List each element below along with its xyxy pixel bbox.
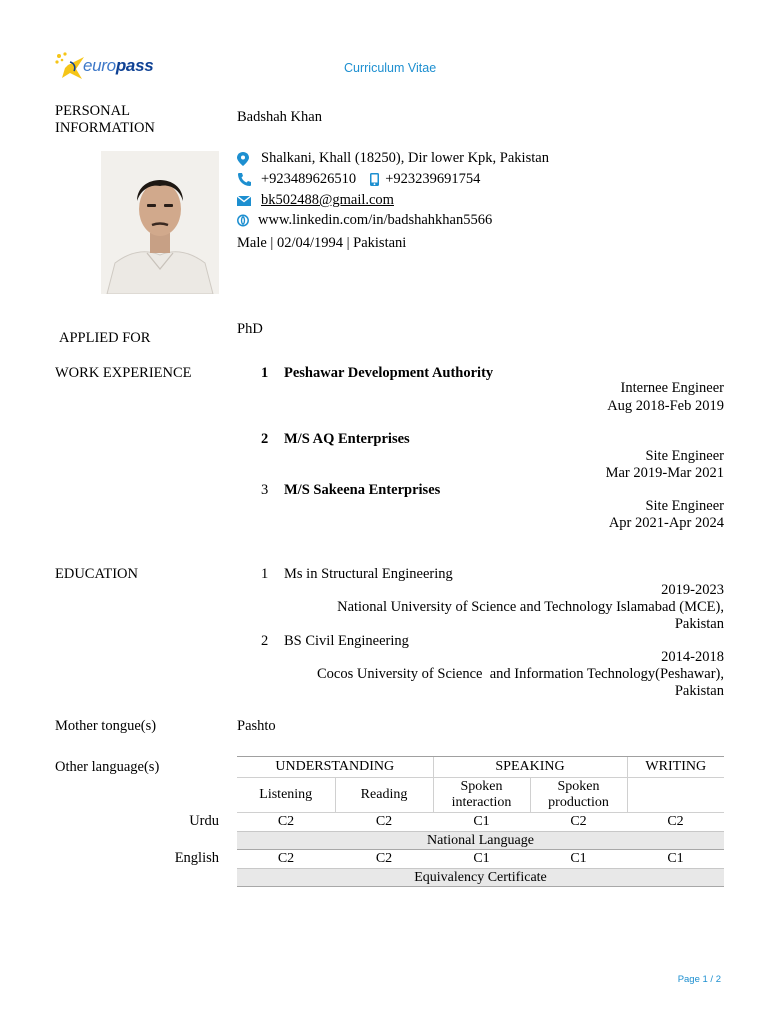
edu-item-1-period: 2019-2023 <box>661 582 724 598</box>
table-note-row <box>237 869 724 887</box>
urdu-production: C2 <box>570 814 587 829</box>
phone-line <box>237 171 480 188</box>
table-header-row <box>237 757 724 778</box>
edu-item-2-degree: BS Civil Engineering <box>284 633 409 649</box>
web-icon <box>237 214 249 227</box>
address-text: Shalkani, Khall (18250), Dir lower Kpk, Pakistan <box>261 150 549 166</box>
urdu-reading: C2 <box>375 814 393 829</box>
english-production: C1 <box>570 851 587 866</box>
mobile-icon <box>370 173 379 186</box>
education-label: EDUCATION <box>55 566 138 582</box>
work-item-2-period: Mar 2019-Mar 2021 <box>605 465 724 481</box>
location-pin-icon <box>237 152 249 166</box>
subheader-spoken-production: Spoken production <box>530 778 627 813</box>
work-item-3-company: M/S Sakeena Enterprises <box>284 482 441 498</box>
table-row <box>237 850 724 869</box>
website-line <box>237 212 492 229</box>
other-languages-label: Other language(s) <box>55 759 160 775</box>
work-item-3-role: Site Engineer <box>645 498 724 514</box>
table-subheader-row <box>237 778 724 813</box>
urdu-note: National Language <box>237 832 724 850</box>
subheader-listening: Listening <box>237 778 335 813</box>
page-number: Page 1 / 2 <box>677 974 721 985</box>
subheader-writing-blank <box>627 778 724 813</box>
table-note-row <box>237 832 724 850</box>
english-note: Equivalency Certificate <box>237 869 724 887</box>
language-name-english: English <box>174 850 219 866</box>
mother-tongue-label: Mother tongue(s) <box>55 718 157 734</box>
edu-item-1-num: 1 <box>261 566 269 582</box>
work-item-3-num: 3 <box>261 482 269 498</box>
document-title: Curriculum Vitae <box>344 61 437 75</box>
edu-item-2-institution-country: Pakistan <box>674 683 724 699</box>
work-experience-label: WORK EXPERIENCE <box>55 365 192 381</box>
logo-euro: euro <box>83 56 116 75</box>
work-item-2-company: M/S AQ Enterprises <box>284 431 410 447</box>
work-item-1-period: Aug 2018-Feb 2019 <box>607 398 724 414</box>
edu-item-2-num: 2 <box>261 633 269 649</box>
mobile-number[interactable]: +923239691754 <box>385 171 481 187</box>
edu-item-2-period: 2014-2018 <box>661 649 724 665</box>
english-listening: C2 <box>277 851 295 866</box>
work-item-1-role: Internee Engineer <box>620 380 724 396</box>
language-skills-table <box>237 756 724 887</box>
personal-info-label: PERSONAL INFORMATION <box>55 103 155 136</box>
phone-icon <box>237 173 251 186</box>
email-link[interactable]: bk502488@gmail.com <box>261 192 394 208</box>
full-name: Badshah Khan <box>237 109 322 125</box>
urdu-interaction: C1 <box>473 814 490 829</box>
europass-logo <box>54 51 164 81</box>
urdu-listening: C2 <box>277 814 295 829</box>
profile-photo <box>101 151 219 294</box>
language-name-urdu: Urdu <box>189 813 219 829</box>
email-line <box>237 192 394 209</box>
header-speaking: SPEAKING <box>433 757 627 778</box>
english-writing: C1 <box>667 851 684 866</box>
english-reading: C2 <box>375 851 393 866</box>
europass-star-icon <box>54 51 86 81</box>
address-line <box>237 150 549 167</box>
work-item-1-num: 1 <box>261 365 269 381</box>
email-icon <box>237 196 251 206</box>
edu-item-1-institution-country: Pakistan <box>674 616 724 632</box>
subheader-spoken-interaction: Spoken interaction <box>433 778 530 813</box>
personal-details: Male | 02/04/1994 | Pakistani <box>237 235 407 251</box>
applied-for-label: APPLIED FOR <box>59 330 151 346</box>
header-writing: WRITING <box>627 757 724 778</box>
work-item-1-company: Peshawar Development Authority <box>284 365 494 381</box>
work-item-2-role: Site Engineer <box>645 448 724 464</box>
phone-number[interactable]: +923489626510 <box>261 171 357 187</box>
logo-pass: pass <box>115 56 154 75</box>
work-item-2-num: 2 <box>261 431 269 447</box>
table-row <box>237 813 724 832</box>
english-interaction: C1 <box>473 851 490 866</box>
applied-for-value: PhD <box>237 321 263 337</box>
urdu-writing: C2 <box>667 814 684 829</box>
subheader-reading: Reading <box>335 778 433 813</box>
website-link[interactable]: www.linkedin.com/in/badshahkhan5566 <box>258 212 493 228</box>
edu-item-1-institution: National University of Science and Technology Islamabad (MCE), <box>337 599 724 615</box>
edu-item-1-degree: Ms in Structural Engineering <box>284 566 453 582</box>
edu-item-2-institution: Cocos University of Science and Information Technology(Peshawar), <box>316 666 724 682</box>
header-understanding: UNDERSTANDING <box>237 757 433 778</box>
work-item-3-period: Apr 2021-Apr 2024 <box>608 515 724 531</box>
mother-tongue-value: Pashto <box>237 718 276 734</box>
